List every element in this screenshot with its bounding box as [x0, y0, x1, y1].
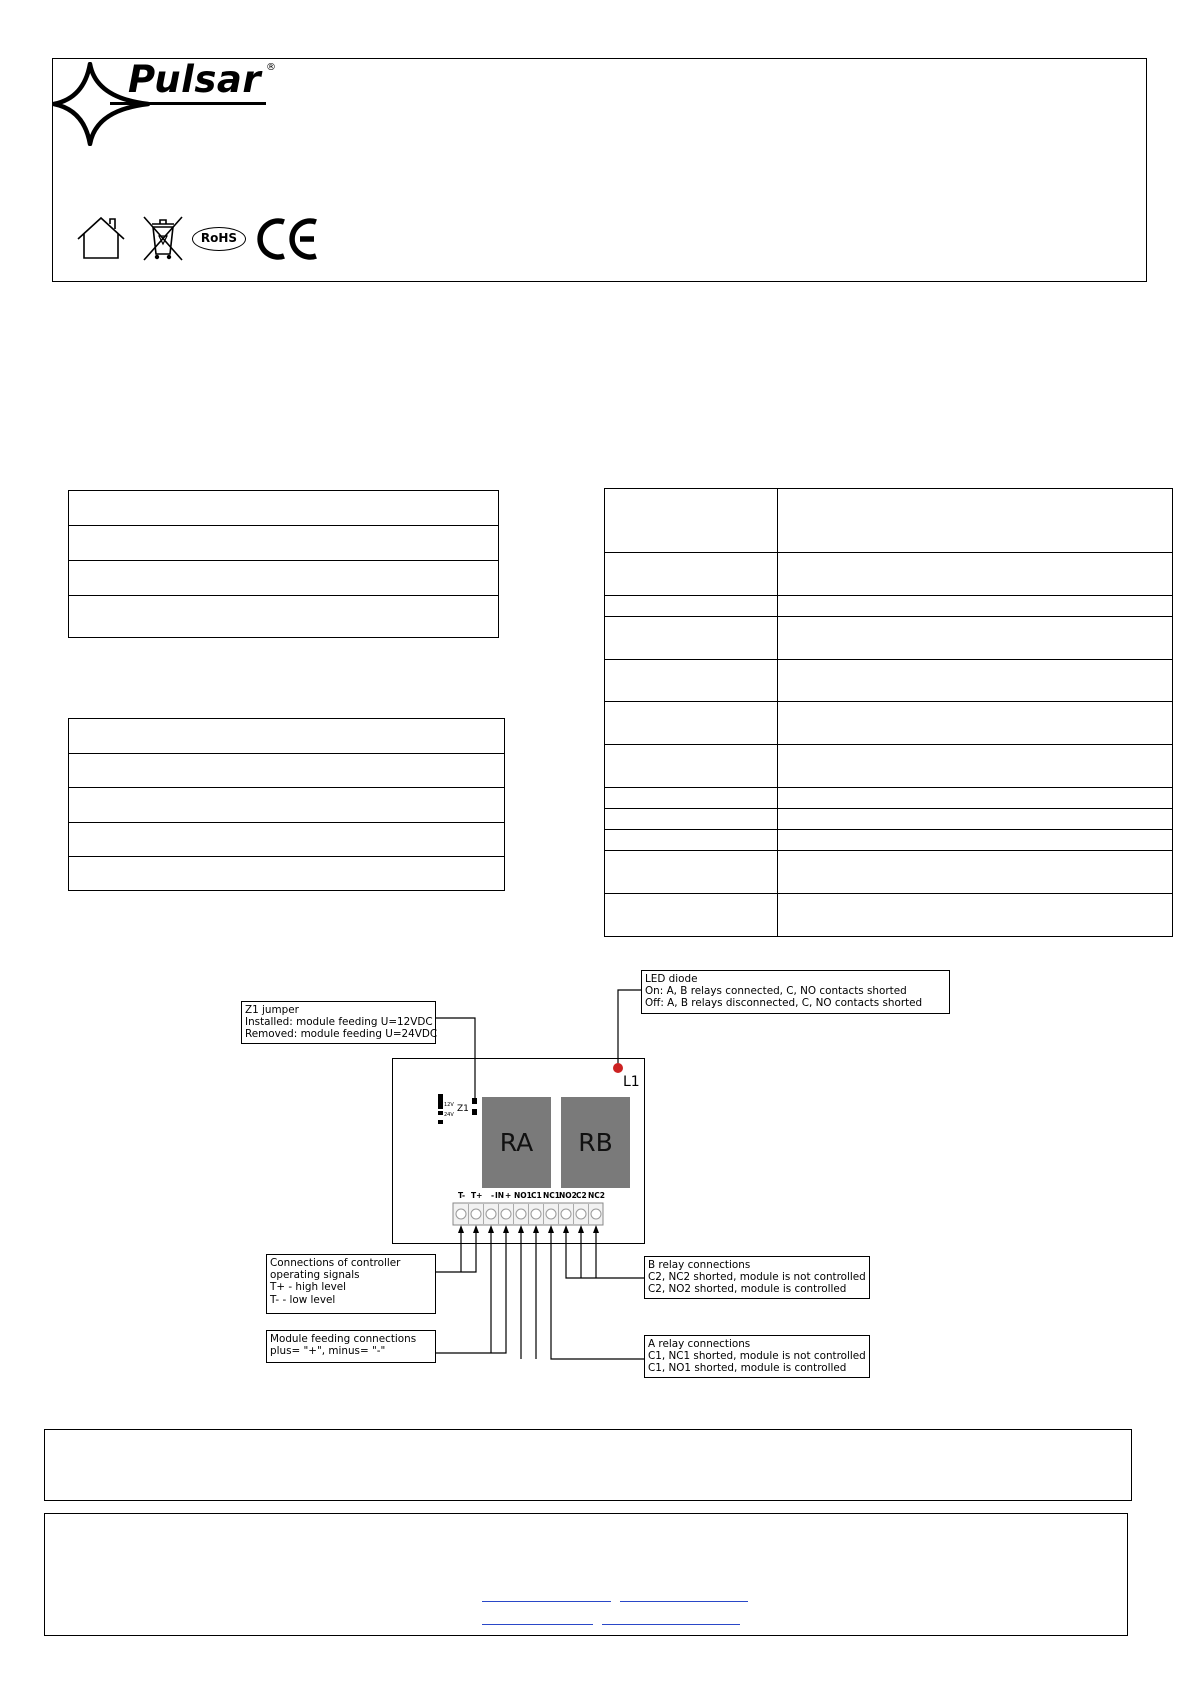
- registered-mark: ®: [266, 62, 276, 73]
- callout-title: LED diode: [645, 973, 698, 985]
- led-diode: [613, 1063, 623, 1073]
- terminal-label-plus: +: [505, 1191, 512, 1200]
- callout-line: C1, NC1 shorted, module is not controlled: [648, 1350, 866, 1363]
- callout-title: B relay connections: [648, 1259, 751, 1271]
- callout-line: plus= "+", minus= "-": [270, 1345, 386, 1358]
- controller-signals-callout: [266, 1254, 436, 1314]
- terminal-label-in: IN: [495, 1191, 505, 1200]
- rohs-text: RoHS: [200, 231, 238, 245]
- a-relay-callout: [644, 1335, 870, 1378]
- jumper-pin: [438, 1111, 443, 1115]
- led-diode-callout: [641, 970, 950, 1014]
- callout-line: T- - low level: [270, 1293, 336, 1306]
- relay-b: [561, 1097, 630, 1188]
- terminal-label-t-minus: T-: [458, 1191, 466, 1200]
- jumper-pin: [472, 1109, 477, 1115]
- jumper-block: [438, 1094, 443, 1109]
- terminal-label-minus: -: [491, 1191, 495, 1200]
- callout-line: operating signals: [270, 1269, 360, 1282]
- footer-link-3[interactable]: [482, 1624, 593, 1625]
- callout-title: Z1 jumper: [245, 1004, 299, 1016]
- relay-a-label: RA: [499, 1128, 534, 1157]
- terminal-label-c1: C1: [531, 1191, 542, 1200]
- terminal-label-no1: NO1: [514, 1191, 532, 1200]
- footer-link-4[interactable]: [602, 1624, 740, 1625]
- jumper-24v-label: 24V: [444, 1112, 454, 1118]
- b-relay-callout: [644, 1256, 870, 1299]
- callout-line: C2, NO2 shorted, module is controlled: [648, 1283, 847, 1296]
- callout-line: Off: A, B relays disconnected, C, NO contacts shorted: [645, 997, 923, 1010]
- terminal-label-nc2: NC2: [588, 1191, 605, 1200]
- footer-link-1[interactable]: [482, 1601, 611, 1602]
- jumper-12v-label: 12V: [444, 1102, 454, 1108]
- callout-title: Module feeding connections: [270, 1333, 417, 1345]
- footer-box-1: [44, 1429, 1132, 1501]
- callout-line: C1, NO1 shorted, module is controlled: [648, 1362, 847, 1375]
- callout-line: On: A, B relays connected, C, NO contacts shorted: [645, 985, 907, 998]
- jumper-pin: [472, 1098, 477, 1104]
- callout-title: Connections of controller: [270, 1257, 401, 1269]
- terminal-label-t-plus: T+: [471, 1191, 483, 1200]
- callout-line: Removed: module feeding U=24VDC: [245, 1028, 438, 1041]
- relay-a: [482, 1097, 551, 1188]
- brand-name: Pulsar: [128, 58, 262, 101]
- callout-line: Installed: module feeding U=12VDC: [245, 1016, 433, 1029]
- jumper-pin: [438, 1120, 443, 1124]
- terminal-block: [452, 1202, 604, 1226]
- callout-line: T+ - high level: [270, 1281, 347, 1294]
- footer-link-2[interactable]: [620, 1601, 748, 1602]
- terminal-label-c2: C2: [576, 1191, 587, 1200]
- led-label: L1: [623, 1074, 640, 1090]
- terminal-label-nc1: NC1: [543, 1191, 560, 1200]
- callout-title: A relay connections: [648, 1338, 751, 1350]
- jumper-label: Z1: [457, 1104, 469, 1114]
- footer-box-2: [44, 1513, 1128, 1636]
- callout-line: C2, NC2 shorted, module is not controlled: [648, 1271, 866, 1284]
- module-feeding-callout: [266, 1330, 436, 1363]
- relay-b-label: RB: [578, 1128, 613, 1157]
- z1-jumper-callout: [241, 1001, 436, 1044]
- terminal-label-no2: NO2: [559, 1191, 577, 1200]
